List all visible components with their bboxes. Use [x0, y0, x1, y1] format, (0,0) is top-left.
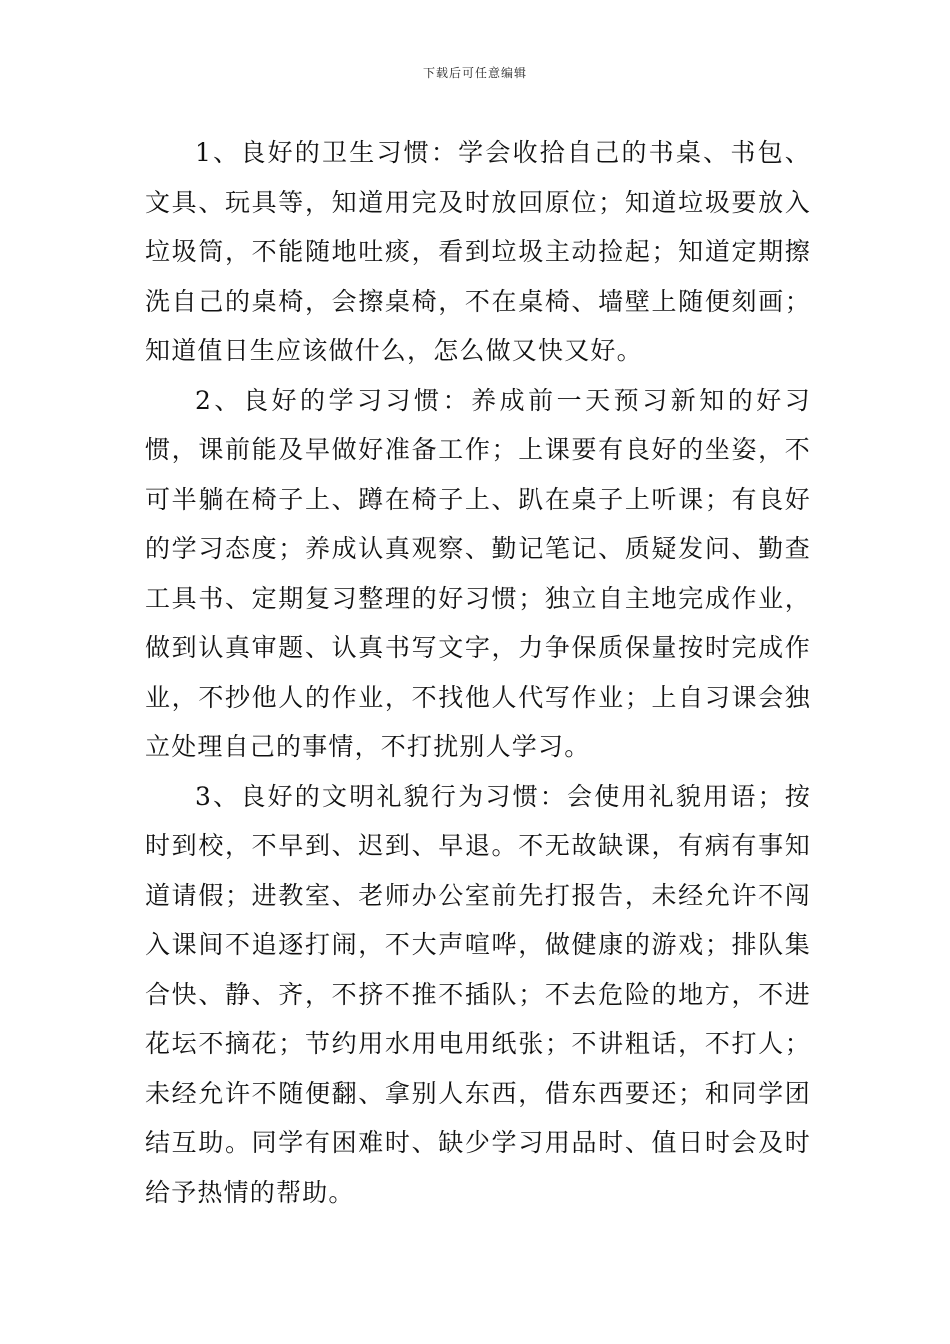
paragraph-etiquette-habits: 3、良好的文明礼貌行为习惯：会使用礼貌用语；按时到校，不早到、迟到、早退。不无故缺课，有病有事知道请假；进教室、老师办公室前先打报告，未经允许不闯入课间不追逐打闹，不大声喧哗，做健康的游戏；排队集合快、静、齐，不挤不推不插队；不去危险的地方，不进花坛不摘花；节约用水用电用纸张；不讲粗话，不打人；未经允许不随便翻、拿别人东西，借东西要还；和同学团结互助。同学有困难时、缺少学习用品时、值日时会及时给予热情的帮助。: [145, 781, 811, 1207]
page-header: 下载后可任意编辑: [422, 66, 527, 80]
paragraph-study-habits: 2、良好的学习习惯：养成前一天预习新知的好习惯，课前能及早做好准备工作；上课要有良好的坐姿，不可半躺在椅子上、蹲在椅子上、趴在桌子上听课；有良好的学习态度；养成认真观察、勤记笔记、质疑发问、勤查工具书、定期复习整理的好习惯；独立自主地完成作业，做到认真审题、认真书写文字，力争保质保量按时完成作业，不抄他人的作业，不找他人代写作业；上自习课会独立处理自己的事情，不打扰别人学习。: [145, 385, 811, 761]
document-body: [145, 128, 811, 1217]
paragraph-hygiene-habits: 1、良好的卫生习惯：学会收拾自己的书桌、书包、文具、玩具等，知道用完及时放回原位；知道垃圾要放入垃圾筒，不能随地吐痰，看到垃圾主动捡起；知道定期擦洗自己的桌椅，会擦桌椅，不在桌椅、墙壁上随便刻画；知道值日生应该做什么，怎么做又快又好。: [145, 138, 811, 365]
